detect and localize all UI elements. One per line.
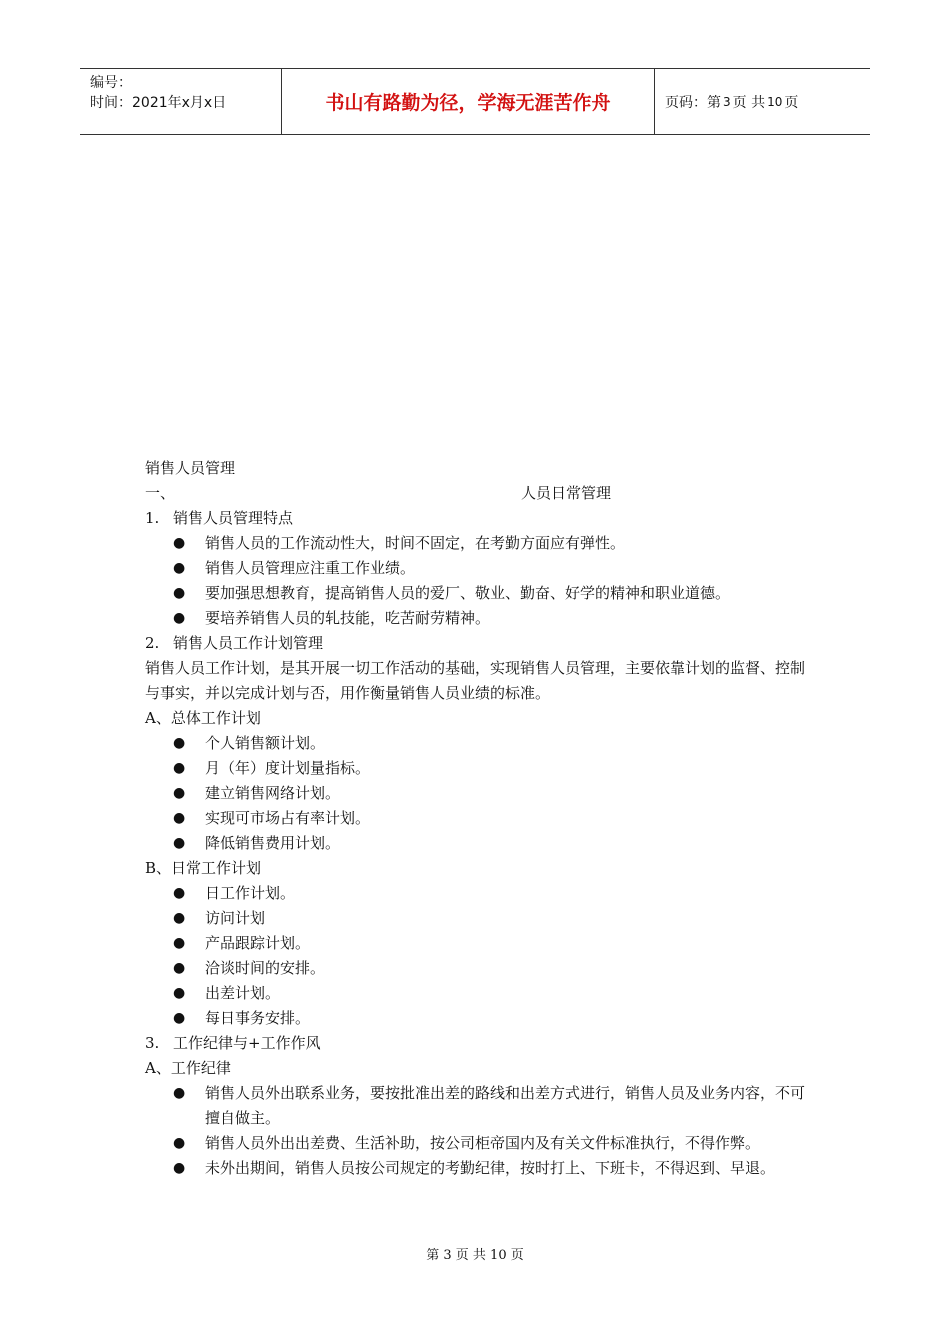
list-item-text: 销售人员外出出差费、生活补助，按公司柜帝国内及有关文件标准执行，不得作弊。 [205, 1134, 761, 1152]
bullet-dot-icon: ● [173, 1160, 186, 1176]
list-item [145, 981, 815, 1006]
page-total: 10 [767, 94, 783, 109]
list-item [145, 881, 815, 906]
header-motto: 书山有路勤为径，学海无涯苦作舟 [282, 69, 655, 134]
list-item [145, 1131, 815, 1156]
group-a-title: A、总体工作计划 [145, 709, 261, 727]
item-title: 销售人员工作计划管理 [173, 634, 324, 652]
list-item [145, 956, 815, 981]
list-item [145, 556, 815, 581]
list-item-text: 销售人员外出联系业务，要按批准出差的路线和出差方式进行，销售人员及业务内容，不可擅自做主。 [205, 1084, 806, 1127]
section-heading [145, 481, 815, 506]
list-item [145, 906, 815, 931]
list-item [145, 531, 815, 556]
list-item [145, 781, 815, 806]
bullet-dot-icon: ● [173, 935, 186, 951]
bullet-dot-icon: ● [173, 1010, 186, 1026]
header-page-info [655, 69, 870, 134]
list-item [145, 1006, 815, 1031]
list-item [145, 731, 815, 756]
bullet-dot-icon: ● [173, 885, 186, 901]
list-item [145, 1156, 815, 1181]
bullet-dot-icon: ● [173, 535, 186, 551]
page-suffix: 页 [784, 94, 799, 111]
list-item-text: 洽谈时间的安排。 [205, 959, 326, 977]
number-label: 编号： [90, 75, 132, 91]
list-item-text: 月（年）度计划量指标。 [205, 759, 371, 777]
bullet-dot-icon: ● [173, 810, 186, 826]
list-item-text: 产品跟踪计划。 [205, 934, 311, 952]
group-b-title: B、日常工作计划 [145, 859, 262, 877]
bullet-dot-icon: ● [173, 1085, 186, 1101]
group-c-title: A、工作纪律 [145, 1059, 231, 1077]
list-item [145, 756, 815, 781]
section-title: 人员日常管理 [521, 484, 612, 502]
document-body [145, 456, 815, 1181]
item-title: 工作纪律与+工作作风 [173, 1034, 321, 1052]
list-item [145, 931, 815, 956]
bullet-list-group-c [145, 1081, 815, 1181]
bullet-dot-icon: ● [173, 610, 186, 626]
section-number: 一、 [145, 484, 176, 502]
list-item [145, 1081, 815, 1131]
item-number: 3. [145, 1034, 160, 1052]
page-prefix: 页码：第 [665, 94, 721, 111]
page-current: 3 [723, 94, 731, 109]
plan-paragraph: 销售人员工作计划，是其开展一切工作活动的基础，实现销售人员管理，主要依靠计划的监督、控制与事实，并以完成计划与否，用作衡量销售人员业绩的标准。 [145, 659, 806, 702]
doc-title: 销售人员管理 [145, 459, 236, 477]
page-mid: 页 共 [732, 94, 766, 111]
item-heading-2 [145, 631, 815, 656]
bullet-list-group-a [145, 731, 815, 856]
bullet-list-group-b [145, 881, 815, 1031]
list-item-text: 要培养销售人员的轧技能，吃苦耐劳精神。 [205, 609, 491, 627]
time-label: 时间：2021年x月x日 [90, 95, 227, 111]
list-item-text: 实现可市场占有率计划。 [205, 809, 371, 827]
item-title: 销售人员管理特点 [173, 509, 294, 527]
item-number: 1. [145, 509, 160, 527]
list-item-text: 建立销售网络计划。 [205, 784, 341, 802]
bullet-dot-icon: ● [173, 560, 186, 576]
bullet-dot-icon: ● [173, 910, 186, 926]
item-heading-3 [145, 1031, 815, 1056]
list-item [145, 606, 815, 631]
list-item-text: 个人销售额计划。 [205, 734, 326, 752]
list-item [145, 831, 815, 856]
list-item [145, 806, 815, 831]
bullet-dot-icon: ● [173, 585, 186, 601]
bullet-dot-icon: ● [173, 785, 186, 801]
page-footer: 第 3 页 共 10 页 [426, 1248, 524, 1263]
header-meta [80, 69, 282, 134]
item-number: 2. [145, 634, 160, 652]
page-header [80, 68, 870, 135]
list-item-text: 销售人员管理应注重工作业绩。 [205, 559, 416, 577]
bullet-dot-icon: ● [173, 1135, 186, 1151]
list-item-text: 销售人员的工作流动性大，时间不固定，在考勤方面应有弹性。 [205, 534, 626, 552]
list-item-text: 访问计划 [205, 909, 266, 927]
list-item-text: 未外出期间，销售人员按公司规定的考勤纪律，按时打上、下班卡，不得迟到、早退。 [205, 1159, 776, 1177]
bullet-dot-icon: ● [173, 760, 186, 776]
bullet-dot-icon: ● [173, 960, 186, 976]
item-heading-1 [145, 506, 815, 531]
list-item-text: 每日事务安排。 [205, 1009, 311, 1027]
bullet-dot-icon: ● [173, 835, 186, 851]
list-item-text: 降低销售费用计划。 [205, 834, 341, 852]
list-item [145, 581, 815, 606]
list-item-text: 出差计划。 [205, 984, 281, 1002]
bullet-list-item1 [145, 531, 815, 631]
list-item-text: 日工作计划。 [205, 884, 296, 902]
bullet-dot-icon: ● [173, 985, 186, 1001]
list-item-text: 要加强思想教育，提高销售人员的爱厂、敬业、勤奋、好学的精神和职业道德。 [205, 584, 731, 602]
bullet-dot-icon: ● [173, 735, 186, 751]
